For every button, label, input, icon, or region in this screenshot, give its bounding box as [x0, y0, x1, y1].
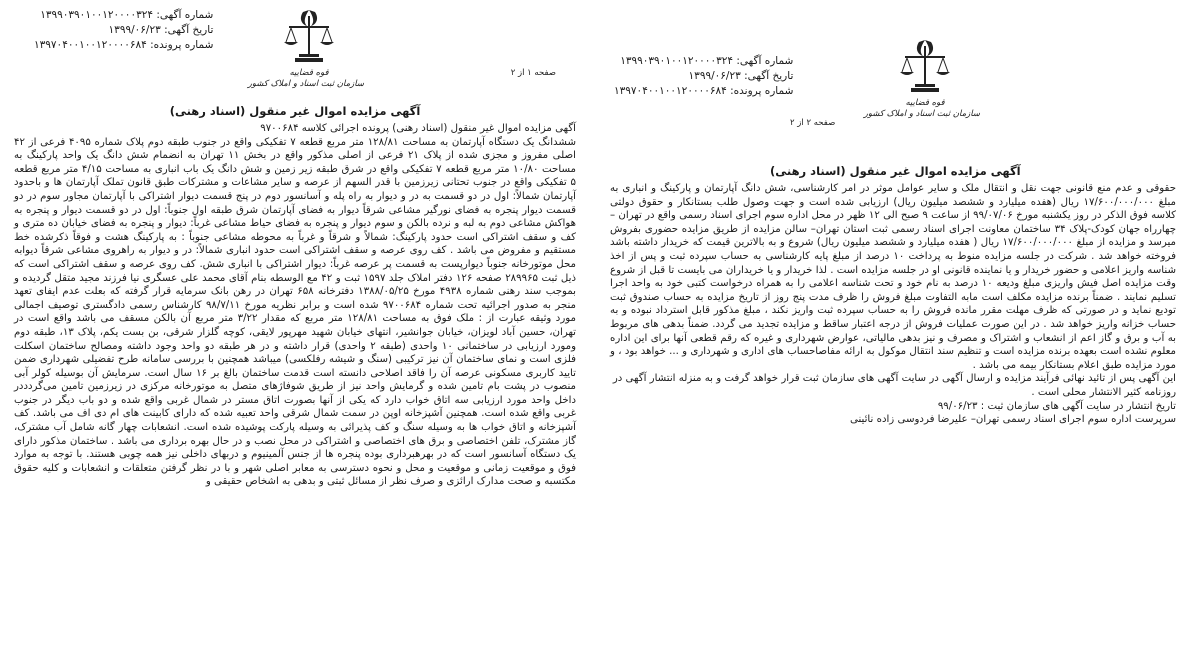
notice-page-1 — [0, 0, 590, 662]
scales-of-justice-emblem-icon — [281, 6, 337, 68]
notice-date: تاریخ آگهی: ۱۳۹۹/۰۶/۲۳ — [688, 70, 794, 82]
notice-title: آگهی مزایده اموال غیر منقول (اسناد رهنی) — [770, 164, 1021, 178]
page-indicator: صفحه ۱ از ۲ — [510, 68, 556, 78]
scales-of-justice-emblem-icon — [897, 36, 953, 98]
file-number: شماره پرونده: ۱۳۹۷۰۴۰۰۱۰۰۱۲۰۰۰۰۶۸۴ — [34, 39, 214, 51]
notice-body: ششدانگ یک دستگاه آپارتمان به مساحت ۱۲۸/۸۱ متر مربع قطعه ۷ تفکیکی واقع در جنوب طبقه دوم پلاک شماره ۴۰۹۵ فرعی از ۴۲ اصلی مفروز و مجزی شده از پلاک ۲۱ فرعی از اصلی مذکور واقع در بخش ۱۱ تهران به انضمام شش دانگ یک واحد پارکینگ به مساحت ۱۰/۸۰ متر مربع قطعه ۷ تفکیکی واقع در شرق طبقه زیر زمین و شش دانگ یک باب انباری به مساحت ۴/۱۵ متر مربع قطعه ۵ تفکیکی واقع در جنوب تحتانی زیرزمین با قدر السهم از عرصه و سایر مشاعات و مشترکات طبق قانون تملک آپارتمان ها و باحدود آپارتمان شمالاً: اول در دو قسمت به در و دیوار به راه پله و آسانسور دوم در پنج قسمت دیوار اشتراکی با آپارتمان مجاور سوم در دو قسمت دیوار پنجره به فضای نورگیر مشاعی شرقاً دیوار به فضای آپارتمان شرق طبقه اول جنوباً: اول در دو قسمت دیوار و پنجره به هواکش مشاعی دوم به لبه و نرده بالکن و سوم دیوار و پنجره به فضای حیاط مشاعی غرباً: دیوار و پنجره به فضای خیابان ده متری و کف و سقف اشتراکی است حدود پارکینگ: شمالاً و شرقاً و غرباً به محوطه مشاعی جنوباً : به پارکینگ هشت و فوقاً ذکرشده خط مستقیم و مفروض می باشد . کف روی عرصه و سقف اشتراکی است حدود انباری شمالاً: در و دیوار به راهروی مشاعی شرقاً دیوابه محل موتورخانه جنوباً دیوارپست به قسمت پر عرصه غرباً: دیوار اشتراکی با انباری شش. کف روی عرصه و سقف اشتراکی است که ذیل ثبت ۲۸۹۹۶۵ صفحه ۱۲۶ دفتر املاک جلد ۱۵۹۷ ثبت و ۴۲ مع الوسطه بنام آقای محمد علی عسگری نیا فرزند مجید متقل گردیده و بموجب سند رهنی شماره ۴۹۳۸ مورخ ۱۳۸۸/۰۵/۲۵ دفترخانه ۶۵۸ تهران در رهن بانک سرمایه قرار گرفته که بعلت عدم ایفای تعهد منجر به صدور اجرائیه تحت شماره ۹۷۰۰۶۸۴ شده است و برابر نظریه مورخ ۹۸/۷/۱۱ کارشناس رسمی دادگستری توصیف اجمالی مورد وثیقه عبارت از : ملک فوق به مساحت ۱۲۸/۸۱ متر مربع که مقدار ۳/۲۲ متر مربع آن بالکن مسقف می باشد واقع است در تهران، حسین آباد لویزان، خیابان جوانشیر، انتهای خیابان شهید مهرپور لایقی، کوچه گلزار شرقی، بن بست یکم، پلاک ۱۳، طبقه دوم ومورد ارزیابی در ساختمانی ۱۰ واحدی (طبقه ۲ واحدی) قرار داشته و در هر طبقه دو واحد وجود داشته ومصالح ساختمان اسکلت فلزی است و نمای ساختمان آن نیز ترکیبی (سنگ و شیشه رفلکسی) میباشد همچنین با بررسی سامانه طرح تفضیلی شهرداری ضمن تایید کاربری مسکونی عرصه آن را فاقد اصلاحی دانسته است قدمت ساختمان بالغ بر ۱۶ سال است. سرمایش آن بوسیله کولر آبی منصوب در پشت بام تامین شده و گرمایش واحد نیز از طریق شوفاژهای متصل به موتورخانه مرکزی در زیرزمین تامین می‌گردددر داخل واحد مورد ارزیابی سه اتاق خواب دارد که یکی از آنها بصورت اتاق مستر در شمال غربی واقع شده و دو باب دیگر در جنوب غربی واقع شده است. همچنین آشپزخانه اوپن در سمت شمال شرقی واحد تعبیه شده که دارای کابینت های ام دی اف می باشد. کف آشپزخانه و اتاق خواب ها به وسیله سنگ و کف پذیرائی به وسیله پارکت پوشیده شده است. انشعابات چهار گانه شامل آب مشترک، گاز مشترک، تلفن اختصاصی و برق های اختصاصی و اشتراکی در محل نصب و در حال بهره برداری می باشد . ساختمان مذکور دارای یک دستگاه آسانسور است که در بهرهبرداری بوده پنجره ها از جنس آلمینیوم و دربهای داخلی نیز همه چوبی هستند. با توجه به موارد فوق و موقعیت زمانی و موقعیت و محل و نحوه دسترسی به معابر اصلی شهر و با در نظر گرفتن متعلقات و انشعابات و کلیه حقوق مکتسبه و صحت مدارک ارائزی و صرف نظر از مسائل ثبتی و بدهی به اشخاص حقیقی و — [14, 136, 577, 488]
notice-number: شماره آگهی: ۱۳۹۹۰۳۹۰۱۰۰۱۲۰۰۰۰۳۲۴ — [40, 9, 214, 21]
notice-meta — [614, 54, 793, 99]
notice-body: حقوقی و عدم منع قانونی جهت نقل و انتقال ملک و سایر عوامل موثر در امر کارشناسی، شش دانگ آپارتمان و پارکینگ و انباری به مبلغ ۱۷/۶۰۰/۰۰۰/۰۰۰ ریال (هفده میلیارد و ششصد میلیون ریال) ارزیابی شده است و جهت وصول طلب بستانکار و حقوق دولتی کلاسه فوق الذکر در روز یکشنبه مورخ ۹۹/۰۷/۰۶ از ساعت ۹ صبح الی ۱۲ ظهر در محل اداره سوم اجرای اسناد رسمی واقع در تهران – چهارراه جهان کودک-پلاک ۳۴ ساختمان معاونت اجرای اسناد رسمی ثبت استان تهران– سالن مزایده از طریق مزایده حضوری بفروش میرسد و مزایده از مبلغ ۱۷/۶۰۰/۰۰۰/۰۰۰ ریال ( هفده میلیارد و ششصد میلیون ریال) شروع و به بالاترین قیمت که خریدار داشته باشد فروخته خواهد شد . شرکت در جلسه مزایده منوط به پرداخت ۱۰ درصد از مبلغ پایه کارشناسی به حساب سپرده ثبت و پس از اخذ شناسه واریز اعلامی و حضور خریدار و یا نماینده قانونی او در جلسه مزایده است . لذا خریدار و یا خریداران می بایست تا قبل از شروع وقت مزایده اصل فیش واریزی مبلغ ودیعه ۱۰ درصد به نام خود و تحت شناسه اعلامی را به همراه درخواست کتبی خود به واحد اجرا تسلیم نمایند . ضمناً برنده مزایده مکلف است مابه التفاوت مبلغ فروش را ظرف مدت پنج روز از تاریخ مزایده به حساب صندوق ثبت تودیع نماید و در صورتی که ظرف مهلت مقرر مانده فروش را به حساب سپرده ثبت واریز نکند ، مبلغ مذکور قابل استرداد نبوده و به حساب خزانه واریز خواهد شد . در این صورت عملیات فروش از درجه اعتبار ساقط و مزایده تجدید می گردد. ضمناً بدهی های مربوط به آب و برق و گاز اعم از انشعاب و اشتراک و مصرف و نیز بدهی مالیاتی، عوارض شهرداری و غیره که رقم قطعی آنها برای این اداره معلوم نشده است بعهده برنده مزایده است و تنظیم سند انتقال موکول به ارائه مفاصاحساب های اداری و شهرداری و ... خواهد بود ، و مورد مزایده طبق اعلام بستانکار بیمه می باشد . — [610, 183, 1177, 371]
file-number: شماره پرونده: ۱۳۹۷۰۴۰۰۱۰۰۱۲۰۰۰۰۶۸۴ — [614, 85, 794, 97]
notice-meta — [34, 8, 213, 53]
organization-logo — [863, 36, 980, 120]
publication-date: تاریخ انتشار در سایت آگهی های سازمان ثبت : ۹۹/۰۶/۲۳ — [937, 400, 1176, 412]
logo-caption-2: سازمان ثبت اسناد و املاک کشور — [247, 79, 364, 89]
notice-title: آگهی مزایده اموال غیر منقول (اسناد رهنی) — [169, 104, 421, 118]
logo-caption-1: قوه قضاییه — [905, 98, 945, 108]
page-indicator: صفحه ۲ از ۲ — [790, 118, 836, 128]
publication-note: این آگهی پس از تائید نهائی فرآیند مزایده و ارسال آگهی در سایت آگهی های سازمان ثبت قرار خواهد گرفت و به منزله انتشار آگهی در روزنامه کثیر الانتشار محلی است . — [612, 373, 1176, 398]
page-header — [610, 6, 1176, 128]
notice-number: شماره آگهی: ۱۳۹۹۰۳۹۰۱۰۰۱۲۰۰۰۰۳۲۴ — [620, 55, 794, 67]
notice-page-2 — [596, 0, 1190, 662]
logo-caption-1: قوه قضاییه — [289, 68, 329, 78]
notice-case-line: آگهی مزایده اموال غیر منقول (اسناد رهنی) پرونده اجرائی کلاسه ۹۷۰۰۶۸۴ — [260, 123, 576, 134]
notice-date: تاریخ آگهی: ۱۳۹۹/۰۶/۲۳ — [108, 24, 214, 36]
signatory: سرپرست اداره سوم اجرای اسناد رسمی تهران– علیرضا فردوسی زاده نائینی — [849, 414, 1176, 426]
page-header — [14, 6, 576, 102]
organization-logo — [247, 6, 364, 90]
logo-caption-2: سازمان ثبت اسناد و املاک کشور — [863, 109, 980, 119]
